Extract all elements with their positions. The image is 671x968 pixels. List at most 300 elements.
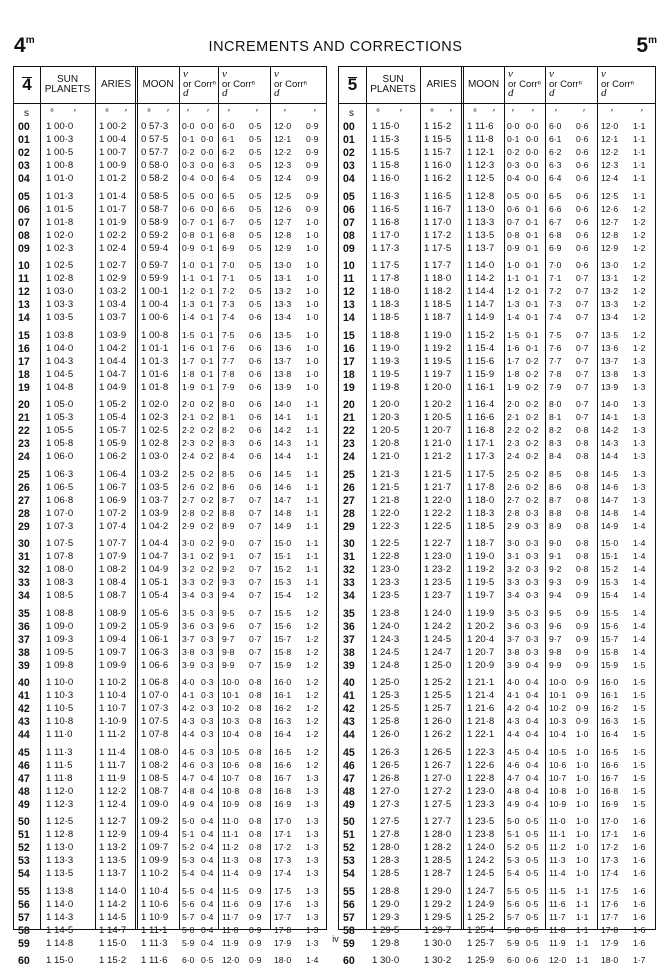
col-header-sun-planets: SUN PLANETS	[370, 74, 416, 95]
corr-v-cell: 15·4	[274, 590, 292, 600]
table-row	[339, 660, 655, 673]
corr-v-cell: 14·7	[601, 494, 619, 505]
sun-planets-cell: 1 19·8	[372, 381, 400, 393]
table-row	[339, 868, 655, 881]
moon-cell: 1 05·6	[141, 607, 169, 619]
moon-cell: 1 17·8	[467, 481, 495, 493]
corr-v-cell: 9·4	[222, 590, 235, 600]
table-row	[339, 677, 655, 690]
aries-cell: 1 06·4	[99, 468, 127, 480]
corr-value-cell: 0·9	[249, 868, 262, 878]
corr-v-cell: 16·1	[601, 690, 619, 700]
corr-v-cell: 13·2	[274, 286, 292, 296]
corr-value-cell: 0·9	[576, 607, 589, 618]
corr-v-cell: 8·2	[549, 425, 562, 435]
corr-v-cell: 9·6	[549, 620, 562, 631]
corr-v-cell: 2·4	[182, 451, 195, 461]
moon-cell: 1 18·3	[467, 507, 495, 519]
seconds-cell: 33	[18, 577, 30, 589]
seconds-cell: 35	[18, 607, 30, 620]
table-row	[14, 451, 326, 464]
moon-cell: 1 14·9	[467, 312, 495, 323]
sun-planets-cell: 1 08·0	[46, 564, 74, 575]
corr-value-cell: 0·3	[526, 646, 539, 657]
corr-value-cell: 0·8	[576, 494, 589, 505]
corr-v-cell: 11·9	[222, 937, 239, 948]
corr-value-cell: 0·4	[526, 677, 539, 687]
table-row	[14, 634, 326, 647]
corr-v-cell: 14·3	[601, 438, 619, 448]
moon-cell: 1 10·9	[141, 911, 169, 923]
corr-value-cell: 1·1	[633, 134, 646, 144]
sun-planets-cell: 1 17·0	[372, 229, 400, 241]
aries-cell: 1 21·5	[424, 468, 452, 480]
corr-v-cell: 0·8	[507, 229, 520, 240]
corr-value-cell: 0·8	[249, 842, 262, 852]
aries-cell: 1 11·7	[99, 759, 126, 771]
corr-value-cell: 0·2	[526, 381, 539, 392]
corr-v-cell: 9·5	[549, 607, 562, 618]
corr-v-cell: 4·4	[182, 729, 195, 739]
aries-cell: 1 16·5	[424, 190, 452, 202]
corr-v-cell: 1·2	[507, 286, 520, 296]
aries-cell: 1 21·2	[424, 451, 452, 462]
corr-value-cell: 0·1	[201, 229, 214, 240]
col-header-moon: MOON	[142, 79, 174, 90]
corr-value-cell: 0·3	[526, 538, 539, 548]
corr-value-cell: 0·7	[249, 551, 262, 561]
seconds-cell: 52	[343, 842, 355, 854]
corr-v-cell: 10·1	[549, 690, 567, 700]
corr-value-cell: 0·0	[201, 121, 214, 131]
corr-v-cell: 12·6	[601, 203, 619, 214]
corr-value-cell: 0·3	[526, 507, 539, 518]
corr-v-cell: 12·0	[601, 121, 619, 131]
corr-value-cell: 0·3	[201, 759, 214, 770]
seconds-cell: 58	[18, 924, 30, 937]
moon-cell: 1 21·8	[467, 716, 495, 727]
corr-value-cell: 1·2	[633, 242, 646, 253]
corr-v-cell: 0·7	[182, 216, 195, 227]
corr-v-cell: 3·9	[182, 659, 195, 670]
corr-v-cell: 1·9	[182, 381, 195, 392]
corr-value-cell: 0·3	[201, 590, 214, 600]
corr-v-cell: 16·2	[274, 703, 292, 713]
corr-value-cell: 0·3	[201, 746, 214, 757]
aries-cell: 1 22·0	[424, 494, 452, 506]
sun-planets-cell: 1 18·0	[372, 286, 400, 297]
corr-v-cell: 3·1	[507, 551, 520, 561]
corr-value-cell: 0·9	[306, 173, 319, 183]
table-row	[339, 647, 655, 660]
table-row	[14, 330, 326, 343]
aries-cell: 1 07·4	[99, 520, 127, 532]
corr-value-cell: 1·1	[576, 937, 589, 948]
corr-value-cell: 0·5	[249, 273, 262, 283]
sun-planets-cell: 1 22·0	[372, 507, 400, 519]
table-row	[339, 369, 655, 382]
corr-v-cell: 5·4	[507, 868, 520, 878]
corr-v-cell: 13·9	[274, 381, 292, 392]
corr-v-cell: 1·9	[507, 381, 520, 392]
seconds-cell: 40	[18, 677, 30, 689]
corr-value-cell: 0·9	[576, 690, 589, 700]
aries-cell: 1 11·4	[99, 746, 126, 758]
corr-value-cell: 0·2	[201, 538, 214, 548]
corr-value-cell: 0·8	[249, 798, 262, 809]
sun-planets-cell: 1 05·0	[46, 399, 74, 410]
aries-cell: 1 03·4	[99, 299, 127, 310]
corr-value-cell: 0·1	[526, 229, 539, 240]
corr-value-cell: 1·4	[633, 564, 646, 574]
corr-value-cell: 1·2	[306, 677, 319, 687]
table-row	[339, 690, 655, 703]
seconds-cell: 51	[18, 829, 30, 841]
table-row	[14, 829, 326, 842]
corr-v-cell: 16·6	[601, 759, 619, 770]
table-row	[14, 842, 326, 855]
corr-value-cell: 0·6	[576, 160, 589, 170]
table-row	[339, 855, 655, 868]
table-row	[339, 312, 655, 325]
seconds-cell: 42	[18, 703, 30, 715]
moon-cell: 1 24·5	[467, 868, 495, 879]
seconds-cell: 14	[18, 312, 30, 324]
sun-planets-cell: 1 23·0	[372, 564, 400, 575]
minute-number: 4	[22, 75, 32, 94]
moon-cell: 1 22·1	[467, 729, 495, 740]
corr-value-cell: 0·4	[201, 816, 214, 826]
sun-planets-cell: 1 23·5	[372, 590, 400, 601]
aries-cell: 1 23·0	[424, 551, 452, 562]
corr-value-cell: 1·3	[306, 855, 319, 865]
corr-v-cell: 17·2	[601, 842, 619, 852]
corr-value-cell: 0·1	[201, 342, 214, 353]
seconds-cell: 53	[343, 855, 355, 867]
moon-cell: 1 22·8	[467, 772, 495, 784]
aries-cell: 1 19·7	[424, 368, 452, 380]
seconds-cell: 49	[18, 798, 30, 811]
sun-planets-cell: 1 16·3	[372, 190, 400, 202]
table-row	[14, 608, 326, 621]
aries-cell: 1 29·2	[424, 898, 452, 910]
sun-planets-cell: 1 12·0	[46, 785, 74, 797]
corr-v-cell: 10·0	[549, 677, 567, 687]
sun-planets-cell: 1 04·0	[46, 342, 74, 354]
corr-v-cell: 6·0	[222, 121, 235, 131]
sun-planets-cell: 1 06·0	[46, 451, 74, 462]
corr-v-cell: 16·7	[601, 772, 619, 783]
moon-cell: 1 24·7	[467, 885, 495, 897]
sun-planets-cell: 1 10·8	[46, 716, 74, 727]
corr-value-cell: 0·6	[576, 173, 589, 183]
corr-v-cell: 6·0	[182, 955, 195, 965]
corr-v-cell: 7·5	[222, 329, 235, 340]
corr-v-cell: 6·1	[549, 134, 562, 144]
corr-v-cell: 4·0	[182, 677, 195, 687]
corr-v-cell: 6·5	[222, 190, 235, 201]
moon-cell: 1 00·6	[141, 312, 169, 323]
corr-value-cell: 0·4	[201, 829, 214, 839]
corr-v-cell: 11·4	[549, 868, 566, 878]
unit-mark: ′	[583, 108, 585, 119]
corr-v-cell: 13·3	[274, 299, 292, 309]
corr-value-cell: 0·8	[249, 772, 262, 783]
aries-cell: 1 05·2	[99, 399, 127, 410]
sun-planets-cell: 1 21·5	[372, 481, 400, 493]
seconds-cell: 38	[343, 646, 355, 659]
corr-value-cell: 0·7	[576, 299, 589, 309]
corr-value-cell: 0·2	[201, 520, 214, 531]
seconds-cell: 07	[343, 216, 355, 229]
corr-v-cell: 7·5	[549, 329, 562, 340]
seconds-cell: 30	[343, 538, 355, 550]
corr-value-cell: 1·1	[633, 173, 646, 183]
corr-value-cell: 0·9	[576, 577, 589, 587]
sun-planets-cell: 1 19·0	[372, 342, 400, 354]
corr-value-cell: 1·2	[633, 312, 646, 322]
corr-v-cell: 9·1	[549, 551, 562, 561]
table-row	[339, 703, 655, 716]
moon-cell: 1 10·6	[141, 898, 169, 910]
corr-value-cell: 1·3	[633, 451, 646, 461]
corr-v-cell: 6·6	[549, 203, 562, 214]
sun-planets-cell: 1 09·3	[46, 633, 74, 645]
sun-planets-cell: 1 16·0	[372, 173, 400, 184]
aries-cell: 1 21·0	[424, 438, 452, 449]
corr-v-cell: 2·6	[507, 481, 520, 492]
corr-value-cell: 1·0	[576, 868, 589, 878]
corr-v-cell: 2·2	[182, 425, 195, 435]
seconds-cell: 00	[18, 121, 30, 133]
table-panel-right	[338, 66, 656, 967]
table-row	[339, 621, 655, 634]
corr-v-cell: 4·2	[507, 703, 520, 713]
seconds-cell: 41	[343, 690, 355, 702]
corr-value-cell: 0·5	[249, 229, 262, 240]
corr-value-cell: 0·4	[201, 924, 214, 935]
sun-planets-cell: 1 24·3	[372, 633, 400, 645]
corr-value-cell: 1·1	[306, 507, 319, 518]
corr-v-cell: 8·3	[549, 438, 562, 448]
aries-cell: 1 01·2	[99, 173, 127, 184]
aries-cell: 1 14·5	[99, 911, 127, 923]
corr-v-cell: 3·7	[182, 633, 195, 644]
sun-planets-cell: 1 24·5	[372, 646, 400, 658]
table-row	[14, 855, 326, 868]
aries-cell: 1 26·5	[424, 746, 452, 758]
sun-planets-cell: 1 08·3	[46, 577, 74, 588]
aries-cell: 1 20·2	[424, 399, 452, 410]
corr-v-cell: 1·8	[507, 368, 520, 379]
corr-v-cell: 7·4	[549, 312, 562, 322]
corr-v-cell: 0·3	[507, 160, 520, 170]
moon-cell: 1 00·8	[141, 329, 169, 341]
table-row	[339, 173, 655, 186]
sun-planets-cell: 1 30·0	[372, 955, 400, 966]
corr-value-cell: 0·3	[526, 564, 539, 574]
corr-value-cell: 1·6	[633, 937, 646, 948]
corr-value-cell: 0·7	[576, 355, 589, 366]
unit-mark: ′	[400, 108, 402, 119]
table-row	[339, 716, 655, 729]
corr-value-cell: 0·3	[526, 633, 539, 644]
aries-cell: 1 30·0	[424, 937, 452, 949]
aries-cell: 1 23·2	[424, 564, 452, 575]
seconds-cell: 38	[18, 646, 30, 659]
sun-planets-cell: 1 06·8	[46, 494, 74, 506]
unit-mark: ′	[125, 108, 127, 119]
sun-planets-cell: 1 17·5	[372, 260, 400, 271]
aries-cell: 1 12·2	[99, 785, 127, 797]
corr-v-cell: 5·6	[507, 898, 520, 909]
table-row	[14, 716, 326, 729]
corr-v-cell: 16·0	[601, 677, 619, 687]
unit-mark: °	[473, 108, 477, 119]
corr-value-cell: 0·9	[576, 590, 589, 600]
corr-value-cell: 0·7	[249, 646, 262, 657]
seconds-cell: 11	[343, 273, 355, 285]
moon-cell: 1 03·2	[141, 468, 169, 480]
corr-value-cell: 0·8	[249, 785, 262, 796]
moon-cell: 1 25·2	[467, 911, 495, 923]
sun-planets-cell: 1 23·8	[372, 607, 400, 619]
moon-cell: 1 08·7	[141, 785, 169, 797]
corr-v-cell: 4·9	[507, 798, 520, 809]
seconds-cell: 08	[343, 229, 355, 242]
corr-v-cell: 17·6	[601, 898, 619, 909]
corr-v-cell: 12·9	[274, 242, 292, 253]
corr-value-cell: 0·7	[249, 590, 262, 600]
aries-cell: 1 07·2	[99, 507, 127, 519]
corr-v-cell: 14·8	[601, 507, 619, 518]
sun-planets-cell: 1 03·3	[46, 299, 74, 310]
corr-value-cell: 1·0	[306, 229, 319, 240]
corr-v-cell: 0·4	[507, 173, 520, 183]
corr-v-cell: 3·4	[507, 590, 520, 600]
moon-cell: 1 18·7	[467, 538, 495, 549]
sun-planets-cell: 1 13·5	[46, 868, 74, 879]
sun-planets-cell: 1 01·8	[46, 216, 74, 228]
corr-v-cell: 10·7	[549, 772, 567, 783]
aries-cell: 1 28·5	[424, 855, 452, 866]
aries-cell: 1 11·2	[99, 729, 126, 740]
corr-v-cell: 10·2	[549, 703, 567, 713]
sun-planets-cell: 1 12·8	[46, 829, 74, 840]
corr-v-cell: 8·9	[222, 520, 235, 531]
corr-value-cell: 0·9	[249, 955, 262, 965]
aries-cell: 1 27·2	[424, 785, 452, 797]
corr-value-cell: 0·2	[526, 451, 539, 461]
corr-v-cell: 8·9	[549, 520, 562, 531]
corr-value-cell: 0·5	[526, 829, 539, 839]
corr-value-cell: 0·4	[526, 785, 539, 796]
aries-cell: 1 21·7	[424, 481, 452, 493]
moon-cell: 1 09·0	[141, 798, 169, 810]
corr-value-cell: 0·3	[526, 551, 539, 561]
moon-cell: 1 17·3	[467, 451, 495, 462]
seconds-cell: 55	[18, 885, 30, 898]
corr-v-cell: 10·0	[222, 677, 240, 687]
seconds-cell: 36	[18, 620, 30, 633]
aries-cell: 1 04·7	[99, 368, 127, 380]
sun-planets-cell: 1 07·0	[46, 507, 74, 519]
corr-v-cell: 11·5	[549, 885, 566, 896]
sun-planets-cell: 1 01·5	[46, 203, 74, 215]
corr-v-cell: 17·6	[274, 898, 292, 909]
v-symbol: v	[222, 68, 227, 80]
corr-value-cell: 0·0	[201, 203, 214, 214]
table-row	[14, 343, 326, 356]
moon-cell: 1 07·0	[141, 690, 169, 701]
corr-value-cell: 1·0	[306, 242, 319, 253]
corr-value-cell: 1·6	[633, 911, 646, 922]
corr-value-cell: 0·5	[526, 842, 539, 852]
moon-cell: 1 23·3	[467, 798, 495, 810]
moon-cell: 1 02·0	[141, 399, 169, 410]
corr-v-cell: 3·1	[182, 551, 195, 561]
aries-cell: 1 04·2	[99, 342, 127, 354]
corr-value-cell: 0·8	[249, 677, 262, 687]
corr-v-cell: 8·4	[549, 451, 562, 461]
moon-cell: 1 15·6	[467, 355, 495, 367]
corr-v-cell: 8·1	[222, 412, 235, 422]
corr-v-cell: 5·1	[507, 829, 520, 839]
corr-v-cell: 4·7	[507, 772, 520, 783]
corr-v-cell: 12·1	[601, 134, 619, 144]
sun-planets-cell: 1 22·5	[372, 538, 400, 549]
corr-value-cell: 0·7	[249, 507, 262, 518]
aries-cell: 1 19·2	[424, 342, 452, 354]
aries-cell: 1 00·7	[99, 147, 127, 158]
corr-v-cell: 14·2	[601, 425, 619, 435]
corr-value-cell: 0·1	[201, 368, 214, 379]
minute-number: 5	[347, 75, 358, 94]
seconds-cell: 59	[343, 937, 355, 950]
corr-value-cell: 0·1	[201, 329, 214, 340]
sun-planets-cell: 1 09·5	[46, 646, 74, 658]
sun-planets-cell: 1 26·5	[372, 759, 400, 771]
corr-v-cell: 13·8	[601, 368, 619, 379]
moon-cell: 1 23·0	[467, 785, 495, 797]
corr-value-cell: 1·3	[306, 885, 319, 896]
seconds-cell: 57	[18, 911, 30, 924]
corr-v-cell: 5·9	[507, 937, 520, 948]
moon-cell: 1 24·2	[467, 855, 495, 866]
moon-cell: 1 20·7	[467, 646, 495, 658]
corr-value-cell: 0·6	[576, 134, 589, 144]
table-row	[14, 412, 326, 425]
table-row	[339, 521, 655, 534]
corr-v-cell: 11·9	[549, 937, 566, 948]
header-rule	[339, 103, 655, 104]
corr-value-cell: 0·9	[249, 885, 262, 896]
sun-planets-cell: 1 27·3	[372, 798, 400, 810]
corr-value-cell: 1·1	[633, 147, 646, 157]
corr-v-cell: 3·8	[182, 646, 195, 657]
corr-v-cell: 7·6	[549, 342, 562, 353]
seconds-cell: 16	[343, 342, 355, 355]
corr-value-cell: 0·3	[201, 646, 214, 657]
corr-v-cell: 11·4	[222, 868, 239, 878]
corr-v-cell: 15·3	[601, 577, 619, 587]
unit-mark: ′	[74, 108, 76, 119]
corr-value-cell: 0·1	[526, 203, 539, 214]
table-row	[339, 273, 655, 286]
corr-value-cell: 1·2	[633, 299, 646, 309]
moon-cell: 1 16·6	[467, 412, 495, 423]
corr-value-cell: 1·5	[633, 746, 646, 757]
